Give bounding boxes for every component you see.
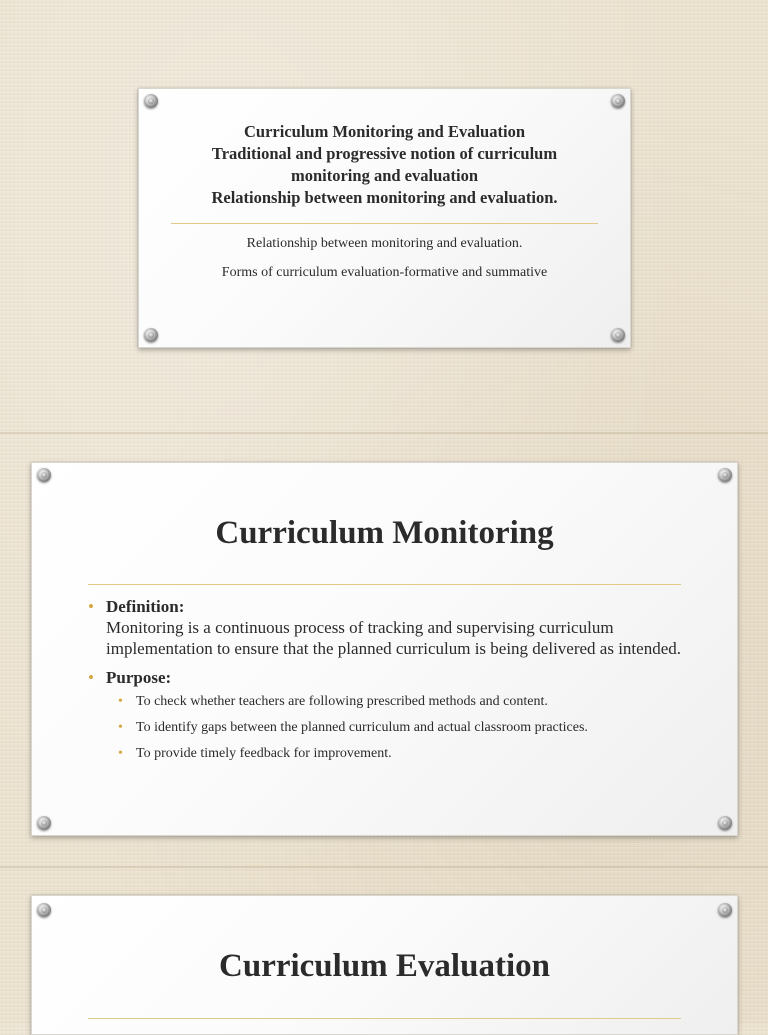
- definition-text: Monitoring is a continuous process of tracking and supervising curriculum implementation to ensure that the planned curriculum is being delivered as intended.: [106, 618, 681, 658]
- divider-rule: [171, 223, 598, 224]
- rivet-icon: [144, 328, 158, 342]
- rivet-icon: [718, 903, 732, 917]
- slide-1-subtitle: Relationship between monitoring and evaluation.: [246, 236, 523, 251]
- slide-1-title-line: Curriculum Monitoring and Evaluation: [244, 122, 525, 141]
- purpose-item-text: To check whether teachers are following prescribed methods and content.: [136, 694, 548, 709]
- rivet-icon: [718, 816, 732, 830]
- bullet-icon: •: [118, 720, 123, 735]
- rivet-icon: [37, 903, 51, 917]
- divider-rule: [88, 1018, 681, 1019]
- rivet-icon: [718, 468, 732, 482]
- slide-3-title: Curriculum Evaluation: [219, 948, 550, 984]
- rivet-icon: [37, 468, 51, 482]
- purpose-label: Purpose:: [106, 668, 172, 687]
- page-divider: [0, 866, 768, 868]
- list-item: [118, 719, 698, 737]
- slide-1-subtitle: Forms of curriculum evaluation-formative and summative: [221, 265, 548, 280]
- purpose-item-text: To provide timely feedback for improvement.: [136, 746, 392, 761]
- slide-curriculum-monitoring: [31, 462, 738, 836]
- slide-1-title-block: [139, 121, 630, 209]
- bullet-icon: •: [118, 694, 123, 709]
- rivet-icon: [37, 816, 51, 830]
- slide-2-title: Curriculum Monitoring: [215, 515, 554, 551]
- definition-label: Definition:: [106, 597, 185, 616]
- slide-1-title-line: Relationship between monitoring and evaluation.: [211, 188, 558, 207]
- list-item: [118, 693, 698, 711]
- definition-bullet: [88, 596, 698, 659]
- page-divider: [0, 432, 768, 434]
- rivet-icon: [611, 94, 625, 108]
- slide-2-body: [88, 596, 698, 771]
- list-item: [118, 745, 698, 763]
- slide-1-title-line: Traditional and progressive notion of curriculum: [211, 144, 558, 163]
- bullet-icon: •: [118, 746, 123, 761]
- purpose-item-text: To identify gaps between the planned curriculum and actual classroom practices.: [136, 720, 588, 735]
- purpose-bullet: [88, 667, 698, 688]
- rivet-icon: [611, 328, 625, 342]
- bullet-icon: •: [88, 597, 94, 616]
- purpose-list: [88, 693, 698, 763]
- bullet-icon: •: [88, 668, 94, 687]
- slide-1-title-line: monitoring and evaluation: [290, 166, 479, 185]
- slide-curriculum-evaluation: [31, 895, 738, 1035]
- divider-rule: [88, 584, 681, 585]
- rivet-icon: [144, 94, 158, 108]
- slide-title-card: [138, 88, 631, 348]
